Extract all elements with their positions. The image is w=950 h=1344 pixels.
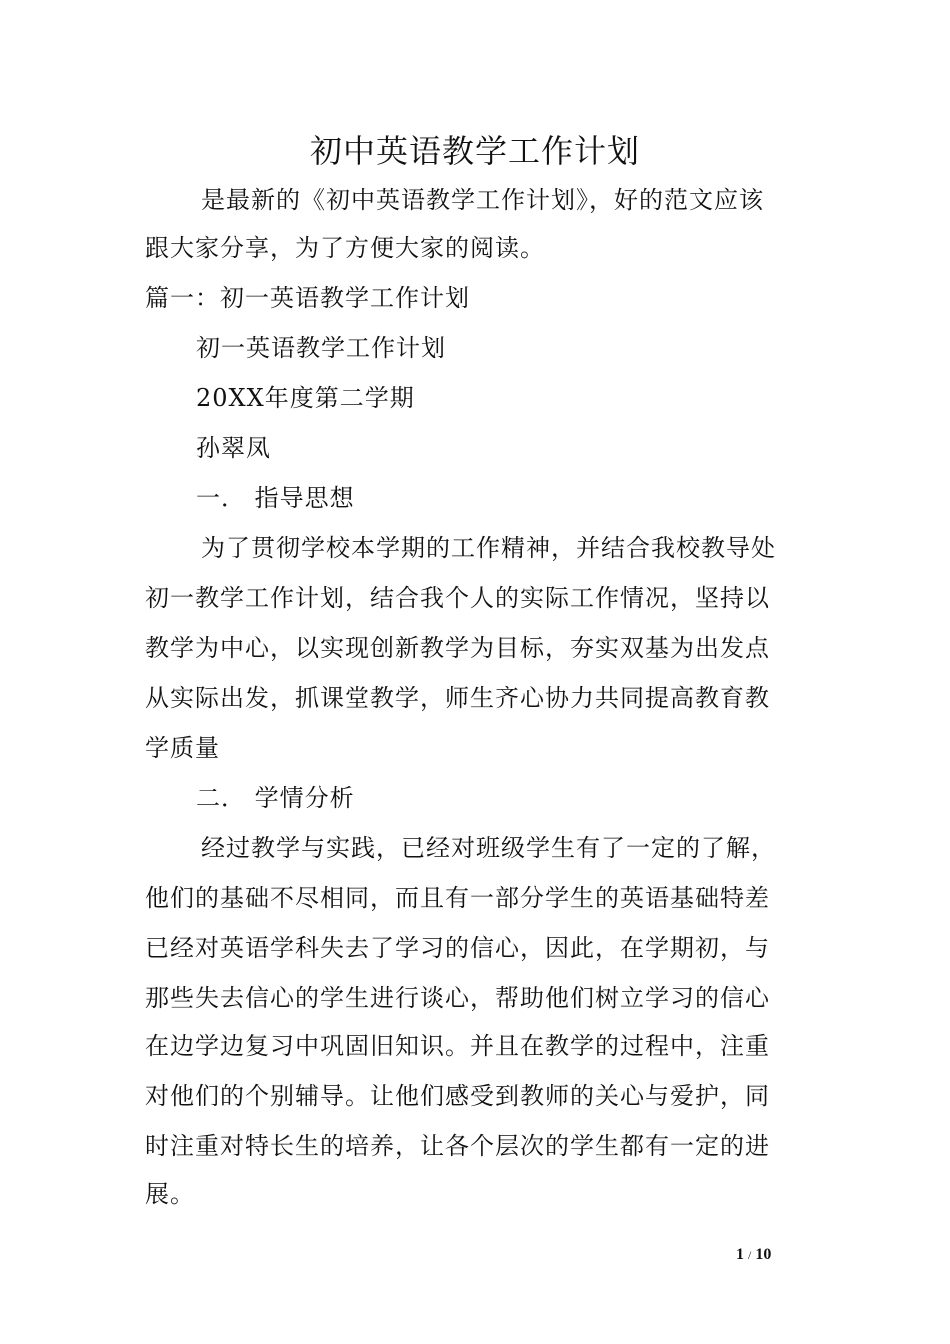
paragraph-line: 已经对英语学科失去了学习的信心，因此，在学期初，与 [145,934,770,962]
page-number [736,1245,771,1265]
paragraph-line: 教学为中心，以实现创新教学为目标，夯实双基为出发点 [145,634,770,662]
page-separator: / [748,1248,752,1262]
page-current: 1 [736,1246,744,1263]
intro-line: 是最新的《初中英语教学工作计划》，好的范文应该 [201,186,764,214]
paragraph-line: 时注重对特长生的培养，让各个层次的学生都有一定的进 [145,1132,770,1160]
paragraph-line: 那些失去信心的学生进行谈心，帮助他们树立学习的信心 [145,984,770,1012]
paragraph-line: 为了贯彻学校本学期的工作精神，并结合我校教导处 [201,534,776,562]
plan-title: 初一英语教学工作计划 [196,334,446,362]
paragraph-line: 在边学边复习中巩固旧知识。并且在教学的过程中，注重 [145,1032,770,1060]
term-label: 20XX年度第二学期 [196,384,415,412]
page-total: 10 [755,1246,772,1263]
paragraph-line: 他们的基础不尽相同，而且有一部分学生的英语基础特差 [145,884,770,912]
intro-line: 跟大家分享，为了方便大家的阅读。 [145,234,545,262]
paragraph-line: 展。 [145,1180,195,1208]
section-heading: 二． 学情分析 [196,784,355,812]
section-heading: 一． 指导思想 [196,484,355,512]
author-name: 孙翠凤 [196,434,271,462]
chapter-heading: 篇一：初一英语教学工作计划 [145,284,470,312]
paragraph-line: 从实际出发，抓课堂教学，师生齐心协力共同提高教育教 [145,684,770,712]
paragraph-line: 经过教学与实践，已经对班级学生有了一定的了解， [201,834,776,862]
paragraph-line: 初一教学工作计划，结合我个人的实际工作情况，坚持以 [145,584,770,612]
paragraph-line: 学质量 [145,734,220,762]
paragraph-line: 对他们的个别辅导。让他们感受到教师的关心与爱护，同 [145,1082,770,1110]
document-title: 初中英语教学工作计划 [309,132,640,170]
